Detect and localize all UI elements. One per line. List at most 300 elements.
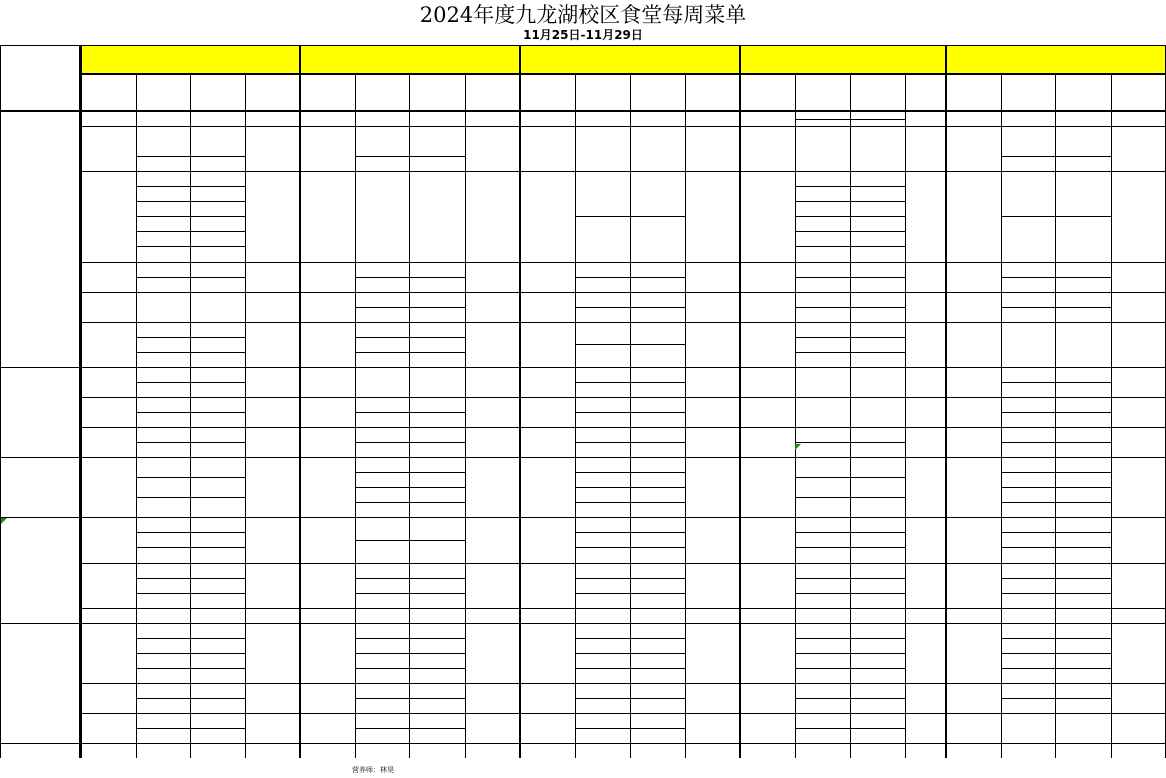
dish-price xyxy=(685,397,739,427)
dish-name xyxy=(945,683,1001,713)
ingredient-weight xyxy=(409,352,465,367)
dish-name xyxy=(299,262,355,292)
ingredient-name xyxy=(1001,367,1055,382)
ingredient-name xyxy=(1001,292,1055,307)
ingredient-weight xyxy=(1055,367,1111,382)
ingredient-weight xyxy=(850,608,905,623)
ingredient-name xyxy=(355,141,409,156)
grid-line xyxy=(1001,653,1111,654)
ingredient-weight xyxy=(850,292,905,307)
ingredient-weight xyxy=(409,277,465,292)
dish-price xyxy=(245,623,299,683)
day-header-tue xyxy=(299,46,519,73)
ingredient-name xyxy=(795,532,850,547)
dish-price xyxy=(905,171,945,261)
ingredient-weight xyxy=(1055,216,1111,261)
dish-price xyxy=(1111,623,1166,683)
dish-name xyxy=(299,292,355,322)
grid-line xyxy=(519,45,521,758)
ingredient-weight xyxy=(190,623,245,638)
ingredient-weight xyxy=(850,427,905,442)
grid-line xyxy=(1001,382,1111,383)
ingredient-name xyxy=(136,593,190,608)
ingredient-weight xyxy=(409,427,465,442)
dish-name xyxy=(519,623,575,683)
ingredient-weight xyxy=(190,578,245,593)
ingredient-name xyxy=(795,578,850,593)
grid-line xyxy=(630,74,631,758)
grid-line xyxy=(739,126,945,127)
dish-name xyxy=(519,141,575,171)
ingredient-weight xyxy=(850,186,905,201)
ingredient-name xyxy=(1001,517,1055,532)
dish-name xyxy=(945,713,1001,743)
dish-price xyxy=(245,517,299,562)
dish-price xyxy=(1111,141,1166,171)
ingredient-weight xyxy=(850,563,905,578)
ingredient-weight xyxy=(850,307,905,322)
grid-line xyxy=(795,74,796,758)
dish-price xyxy=(685,457,739,517)
ingredient-name xyxy=(136,563,190,578)
ingredient-weight xyxy=(630,322,685,345)
ingredient-name xyxy=(355,111,409,126)
ingredient-name xyxy=(795,563,850,578)
ingredient-weight xyxy=(630,668,685,683)
ingredient-name xyxy=(1001,216,1055,261)
dish-price xyxy=(685,262,739,292)
ingredient-weight xyxy=(190,201,245,216)
ingredient-name xyxy=(795,427,850,442)
dish-name xyxy=(80,517,136,562)
dish-price xyxy=(1111,608,1166,623)
ingredient-weight xyxy=(1055,623,1111,638)
dish-price xyxy=(685,427,739,457)
ingredient-name xyxy=(136,683,190,698)
col-header-dish xyxy=(80,74,136,111)
dish-name xyxy=(945,427,1001,457)
ingredient-weight xyxy=(1055,307,1111,322)
ingredient-name xyxy=(355,487,409,502)
dish-name xyxy=(80,111,136,126)
ingredient-name xyxy=(136,337,190,352)
grid-line xyxy=(1001,74,1002,758)
ingredient-name xyxy=(136,322,190,337)
grid-line xyxy=(1001,216,1111,217)
dish-name xyxy=(299,623,355,683)
dish-name xyxy=(739,262,795,292)
ingredient-weight xyxy=(1055,608,1111,623)
ingredient-name xyxy=(795,262,850,277)
ingredient-weight xyxy=(409,653,465,668)
grid-line xyxy=(1001,547,1111,548)
ingredient-weight xyxy=(190,322,245,337)
dish-price xyxy=(685,171,739,261)
col-header-ingredient xyxy=(795,74,850,111)
ingredient-weight xyxy=(190,216,245,231)
ingredient-name xyxy=(575,713,630,728)
ingredient-name xyxy=(795,322,850,337)
dish-price xyxy=(245,111,299,126)
ingredient-name xyxy=(795,698,850,713)
dish-name xyxy=(80,623,136,683)
ingredient-weight xyxy=(409,593,465,608)
dish-name xyxy=(519,262,575,292)
ingredient-weight xyxy=(190,337,245,352)
ingredient-name xyxy=(355,292,409,307)
ingredient-name xyxy=(136,457,190,477)
col-header-ingredient xyxy=(136,74,190,111)
ingredient-name xyxy=(136,412,190,427)
ingredient-name xyxy=(355,653,409,668)
ingredient-name xyxy=(136,201,190,216)
ingredient-name xyxy=(136,638,190,653)
ingredient-name xyxy=(795,277,850,292)
ingredient-name xyxy=(136,532,190,547)
ingredient-name xyxy=(575,344,630,367)
ingredient-name xyxy=(575,608,630,623)
dish-name xyxy=(519,171,575,261)
ingredient-weight xyxy=(630,698,685,713)
dish-name xyxy=(945,111,1001,126)
dish-price xyxy=(1111,111,1166,126)
ingredient-name xyxy=(1001,563,1055,578)
dish-name xyxy=(739,322,795,367)
ingredient-name xyxy=(575,442,630,457)
ingredient-weight xyxy=(190,141,245,156)
dish-name xyxy=(945,397,1001,427)
dish-name xyxy=(519,457,575,517)
dish-name xyxy=(519,683,575,713)
ingredient-weight xyxy=(190,277,245,292)
ingredient-weight xyxy=(409,111,465,126)
ingredient-weight xyxy=(409,502,465,517)
ingredient-weight xyxy=(1055,111,1111,126)
dish-price xyxy=(465,171,519,261)
ingredient-weight xyxy=(190,171,245,186)
ingredient-weight xyxy=(409,141,465,156)
ingredient-name xyxy=(136,397,190,412)
dish-name xyxy=(739,292,795,322)
grid-line xyxy=(1001,502,1111,503)
dish-name xyxy=(299,683,355,713)
ingredient-weight xyxy=(409,322,465,337)
ingredient-weight xyxy=(190,683,245,698)
ingredient-weight xyxy=(630,578,685,593)
col-header-weight xyxy=(630,74,685,111)
grid-line xyxy=(1055,74,1056,758)
ingredient-name xyxy=(355,262,409,277)
ingredient-name xyxy=(1001,397,1055,412)
ingredient-name xyxy=(136,171,190,186)
ingredient-weight xyxy=(850,698,905,713)
dish-name xyxy=(945,517,1001,562)
grid-line xyxy=(0,517,80,518)
ingredient-name xyxy=(1001,262,1055,277)
ingredient-name xyxy=(1001,683,1055,698)
ingredient-weight xyxy=(409,292,465,307)
ingredient-name xyxy=(575,397,630,412)
dish-price xyxy=(465,262,519,292)
ingredient-weight xyxy=(1055,262,1111,277)
col-header-price xyxy=(245,74,299,111)
grid-line xyxy=(0,743,80,744)
ingredient-weight xyxy=(630,344,685,367)
ingredient-name xyxy=(1001,412,1055,427)
ingredient-weight xyxy=(1055,457,1111,472)
ingredient-name xyxy=(575,141,630,171)
grid-line xyxy=(519,126,739,127)
ingredient-weight xyxy=(409,337,465,352)
ingredient-name xyxy=(795,608,850,623)
ingredient-name xyxy=(795,547,850,562)
grid-line xyxy=(850,74,851,758)
ingredient-name xyxy=(795,593,850,608)
ingredient-name xyxy=(136,156,190,171)
ingredient-weight xyxy=(409,307,465,322)
ingredient-name xyxy=(136,277,190,292)
ingredient-weight xyxy=(630,653,685,668)
ingredient-weight xyxy=(190,593,245,608)
dish-price xyxy=(465,713,519,743)
ingredient-name xyxy=(355,171,409,261)
ingredient-weight xyxy=(630,593,685,608)
ingredient-weight xyxy=(409,442,465,457)
ingredient-name xyxy=(1001,653,1055,668)
ingredient-weight xyxy=(850,262,905,277)
grid-line xyxy=(136,74,137,758)
ingredient-name xyxy=(355,608,409,623)
ingredient-weight xyxy=(1055,563,1111,578)
grid-line xyxy=(739,743,945,744)
ingredient-weight xyxy=(409,540,465,563)
ingredient-weight xyxy=(1055,442,1111,457)
grid-line xyxy=(355,728,465,729)
dish-name xyxy=(945,457,1001,517)
ingredient-name xyxy=(136,608,190,623)
col-header-dish xyxy=(299,74,355,111)
ingredient-weight xyxy=(630,517,685,532)
grid-line xyxy=(409,74,410,758)
dish-name xyxy=(739,457,795,517)
grid-line xyxy=(685,74,686,758)
ingredient-name xyxy=(136,653,190,668)
dish-name xyxy=(945,292,1001,322)
dish-name xyxy=(80,322,136,367)
grid-line xyxy=(355,540,465,541)
dish-price xyxy=(905,457,945,517)
ingredient-weight xyxy=(190,111,245,126)
grid-line xyxy=(355,156,465,157)
ingredient-name xyxy=(136,111,190,126)
ingredient-name xyxy=(355,683,409,698)
ingredient-weight xyxy=(850,668,905,683)
dish-price xyxy=(1111,292,1166,322)
ingredient-name xyxy=(355,367,409,397)
dish-price xyxy=(905,517,945,562)
ingredient-name xyxy=(575,216,630,261)
ingredient-name xyxy=(795,517,850,532)
ingredient-name xyxy=(795,442,850,457)
dish-price xyxy=(245,397,299,427)
ingredient-weight xyxy=(409,487,465,502)
col-header-weight xyxy=(1055,74,1111,111)
day-header-wed xyxy=(519,46,739,73)
dish-price xyxy=(245,457,299,517)
ingredient-name xyxy=(136,578,190,593)
grid-line xyxy=(575,74,576,758)
ingredient-name xyxy=(355,397,409,412)
ingredient-weight xyxy=(630,457,685,472)
ingredient-weight xyxy=(1055,532,1111,547)
dish-price xyxy=(1111,322,1166,367)
ingredient-weight xyxy=(1055,502,1111,517)
ingredient-name xyxy=(136,231,190,246)
dish-price xyxy=(465,141,519,171)
ingredient-name xyxy=(355,337,409,352)
grid-line xyxy=(905,74,906,758)
ingredient-name xyxy=(136,382,190,397)
dish-price xyxy=(245,427,299,457)
dish-price xyxy=(685,713,739,743)
ingredient-name xyxy=(575,171,630,216)
ingredient-weight xyxy=(630,442,685,457)
grid-line xyxy=(190,74,191,758)
category-label xyxy=(0,367,80,457)
grid-line xyxy=(245,74,246,758)
ingredient-name xyxy=(355,156,409,171)
ingredient-name xyxy=(1001,156,1055,171)
ingredient-name xyxy=(1001,713,1055,743)
ingredient-name xyxy=(1001,532,1055,547)
dish-price xyxy=(245,608,299,623)
ingredient-name xyxy=(575,307,630,322)
dish-price xyxy=(1111,517,1166,562)
ingredient-weight xyxy=(409,713,465,728)
ingredient-name xyxy=(136,292,190,322)
ingredient-weight xyxy=(190,638,245,653)
date-range: 11月25日-11月29日 xyxy=(523,28,643,42)
dish-name xyxy=(80,367,136,397)
ingredient-weight xyxy=(630,547,685,562)
dish-price xyxy=(905,623,945,683)
ingredient-name xyxy=(355,728,409,743)
ingredient-weight xyxy=(409,563,465,578)
dish-name xyxy=(519,292,575,322)
grid-line xyxy=(355,638,465,639)
ingredient-weight xyxy=(190,497,245,517)
ingredient-weight xyxy=(630,367,685,382)
dish-price xyxy=(905,367,945,397)
ingredient-weight xyxy=(850,638,905,653)
dish-name xyxy=(519,111,575,126)
dish-price xyxy=(465,563,519,608)
ingredient-name xyxy=(136,668,190,683)
ingredient-name xyxy=(355,352,409,367)
ingredient-weight xyxy=(850,497,905,517)
ingredient-name xyxy=(575,563,630,578)
ingredient-weight xyxy=(630,427,685,442)
dish-price xyxy=(245,563,299,608)
ingredient-name xyxy=(795,638,850,653)
ingredient-name xyxy=(575,487,630,502)
dish-price xyxy=(905,141,945,171)
col-header-price xyxy=(1111,74,1166,111)
dish-price xyxy=(905,608,945,623)
ingredient-name xyxy=(1001,322,1055,367)
dish-name xyxy=(299,563,355,608)
ingredient-name xyxy=(575,623,630,638)
ingredient-weight xyxy=(1055,517,1111,532)
dish-price xyxy=(245,141,299,171)
ingredient-weight xyxy=(190,292,245,322)
grid-line xyxy=(1001,156,1111,157)
grid-line xyxy=(1001,472,1111,473)
dish-price xyxy=(905,262,945,292)
ingredient-name xyxy=(795,477,850,497)
ingredient-name xyxy=(575,698,630,713)
ingredient-weight xyxy=(1055,653,1111,668)
ingredient-name xyxy=(355,277,409,292)
ingredient-weight xyxy=(190,668,245,683)
dish-price xyxy=(1111,563,1166,608)
ingredient-name xyxy=(136,477,190,497)
dish-name xyxy=(80,608,136,623)
ingredient-weight xyxy=(850,216,905,231)
dish-name xyxy=(945,262,1001,292)
dish-name xyxy=(739,608,795,623)
dish-name xyxy=(80,397,136,427)
ingredient-weight xyxy=(630,563,685,578)
ingredient-weight xyxy=(850,547,905,562)
col-header-price xyxy=(465,74,519,111)
ingredient-weight xyxy=(190,262,245,277)
dish-name xyxy=(80,141,136,171)
ingredient-weight xyxy=(850,532,905,547)
ingredient-weight xyxy=(190,186,245,201)
ingredient-weight xyxy=(409,668,465,683)
ingredient-weight xyxy=(630,412,685,427)
grid-line xyxy=(0,110,1166,112)
dish-price xyxy=(905,713,945,743)
ingredient-weight xyxy=(409,397,465,412)
ingredient-weight xyxy=(1055,292,1111,307)
ingredient-weight xyxy=(850,201,905,216)
dish-name xyxy=(739,713,795,743)
dish-name xyxy=(519,367,575,397)
dish-price xyxy=(1111,713,1166,743)
grid-line xyxy=(0,367,80,368)
ingredient-weight xyxy=(409,698,465,713)
col-header-price xyxy=(685,74,739,111)
ingredient-name xyxy=(355,540,409,563)
ingredient-weight xyxy=(630,277,685,292)
ingredient-name xyxy=(1001,382,1055,397)
ingredient-name xyxy=(355,307,409,322)
ingredient-name xyxy=(136,186,190,201)
category-label xyxy=(0,517,80,622)
dish-name xyxy=(80,292,136,322)
dish-price xyxy=(685,683,739,713)
ingredient-name xyxy=(575,502,630,517)
ingredient-weight xyxy=(630,532,685,547)
dish-price xyxy=(685,111,739,126)
ingredient-weight xyxy=(409,367,465,397)
category-label xyxy=(0,623,80,743)
ingredient-weight xyxy=(409,171,465,261)
ingredient-weight xyxy=(630,713,685,728)
ingredient-weight xyxy=(1055,382,1111,397)
